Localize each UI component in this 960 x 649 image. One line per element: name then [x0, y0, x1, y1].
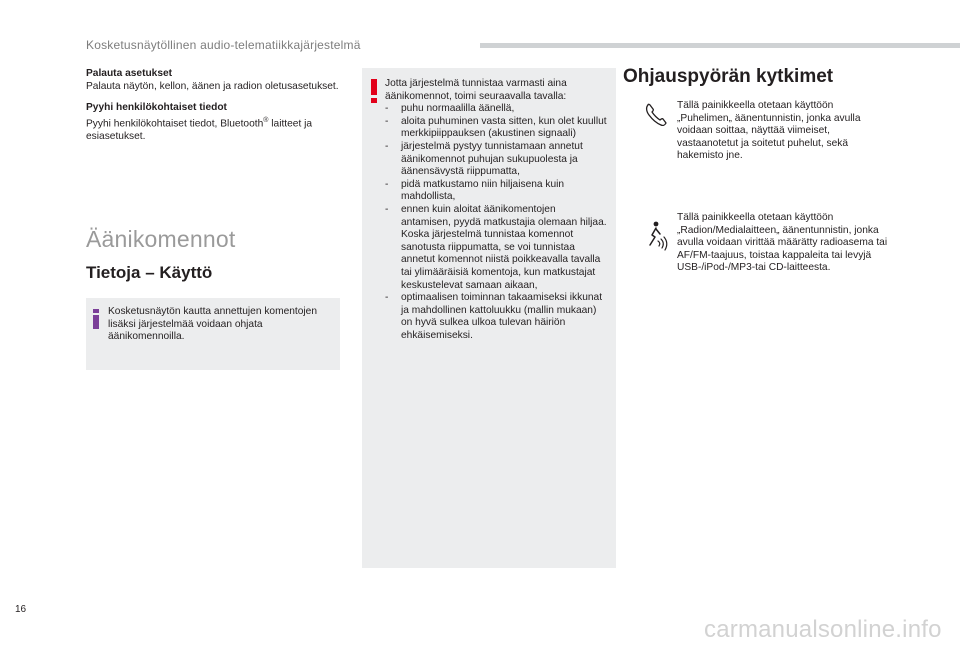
- section-subtitle: Tietoja – Käyttö: [86, 263, 213, 282]
- clear-personal-data-title: Pyyhi henkilökohtaiset tiedot: [86, 102, 227, 114]
- watermark: carmanualsonline.info: [704, 616, 942, 643]
- list-item: - pidä matkustamo niin hiljaisena kuin mahdollista,: [385, 178, 565, 203]
- section-title: Äänikomennot: [86, 226, 236, 252]
- warning-list: [385, 103, 607, 342]
- header-bar: [480, 43, 960, 48]
- info-box: [86, 298, 340, 370]
- header-title: Kosketusnäytöllinen audio-telematiikkajärjestelmä: [86, 38, 361, 52]
- list-item: - järjestelmä pystyy tunnistamaan annetut äänikomennot puhujan sukupuolesta ja äänensävystä riippumatta,: [385, 140, 583, 178]
- list-item: - aloita puhuminen vasta sitten, kun olet kuullut merkkipiippauksen (akustinen signaali): [385, 115, 607, 140]
- warning-box: [362, 68, 616, 568]
- voice-command-icon: [643, 220, 671, 252]
- warning-intro: Jotta järjestelmä tunnistaa varmasti aina äänikomennot, toimi seuraavalla tavalla:: [385, 78, 567, 102]
- list-item: - optimaalisen toiminnan takaamiseksi ikkunat ja mahdollinen kattoluukku (mallin mukaan) on hyvä sulkea ulkoa tulevan häiriön ehkäisemiseksi.: [385, 292, 603, 341]
- steering-switches-title: Ohjauspyörän kytkimet: [623, 66, 834, 87]
- phone-icon: [643, 102, 669, 128]
- info-text: Kosketusnäytön kautta annettujen komentojen lisäksi järjestelmää voidaan ohjata äänikomennoilla.: [108, 306, 317, 343]
- reset-settings-title: Palauta asetukset: [86, 68, 173, 79]
- page-number: 16: [15, 604, 27, 615]
- list-item: - puhu normaalilla äänellä,: [385, 103, 515, 115]
- left-column: [86, 68, 341, 143]
- registered-mark: ®: [263, 116, 269, 124]
- clear-text-pre: Pyyhi henkilökohtaiset tiedot, Bluetooth: [86, 118, 264, 130]
- warning-text: [385, 78, 607, 342]
- voice-switch-text: Tällä painikkeella otetaan käyttöön „Radion/Medialaitteen„ äänentunnistin, jonka avulla voidaan virittää määrätty radioasema tai AF/FM-taajuus, toistaa kappaleita tai levyjä USB-/iPod-/MP3-tai CD-laitteesta.: [677, 212, 888, 274]
- clear-personal-data-text: [86, 115, 341, 144]
- clear-text-post: laitteet ja esiasetukset.: [86, 118, 313, 142]
- list-item: - ennen kuin aloitat äänikomentojen antamisen, pyydä matkustajia olemaan hiljaa. Koska järjestelmä tunnistaa komennot sanotusta riippumatta, se voi tunnistaa annetut komennot niistä poikkeavalla tavalla tai ylimääräisiä komentoja, kun matkustajat keskustelevat samaan aikaan,: [385, 203, 607, 291]
- reset-settings-text: Palauta näytön, kellon, äänen ja radion oletusasetukset.: [86, 80, 339, 92]
- info-icon: [92, 309, 100, 329]
- warning-icon: [370, 79, 378, 103]
- phone-switch-text: Tällä painikkeella otetaan käyttöön „Puhelimen„ äänentunnistin, jonka avulla voidaan soittaa, näyttää viimeiset, vastaanotetut ja soitetut puhelut, sekä hakemisto jne.: [677, 100, 861, 162]
